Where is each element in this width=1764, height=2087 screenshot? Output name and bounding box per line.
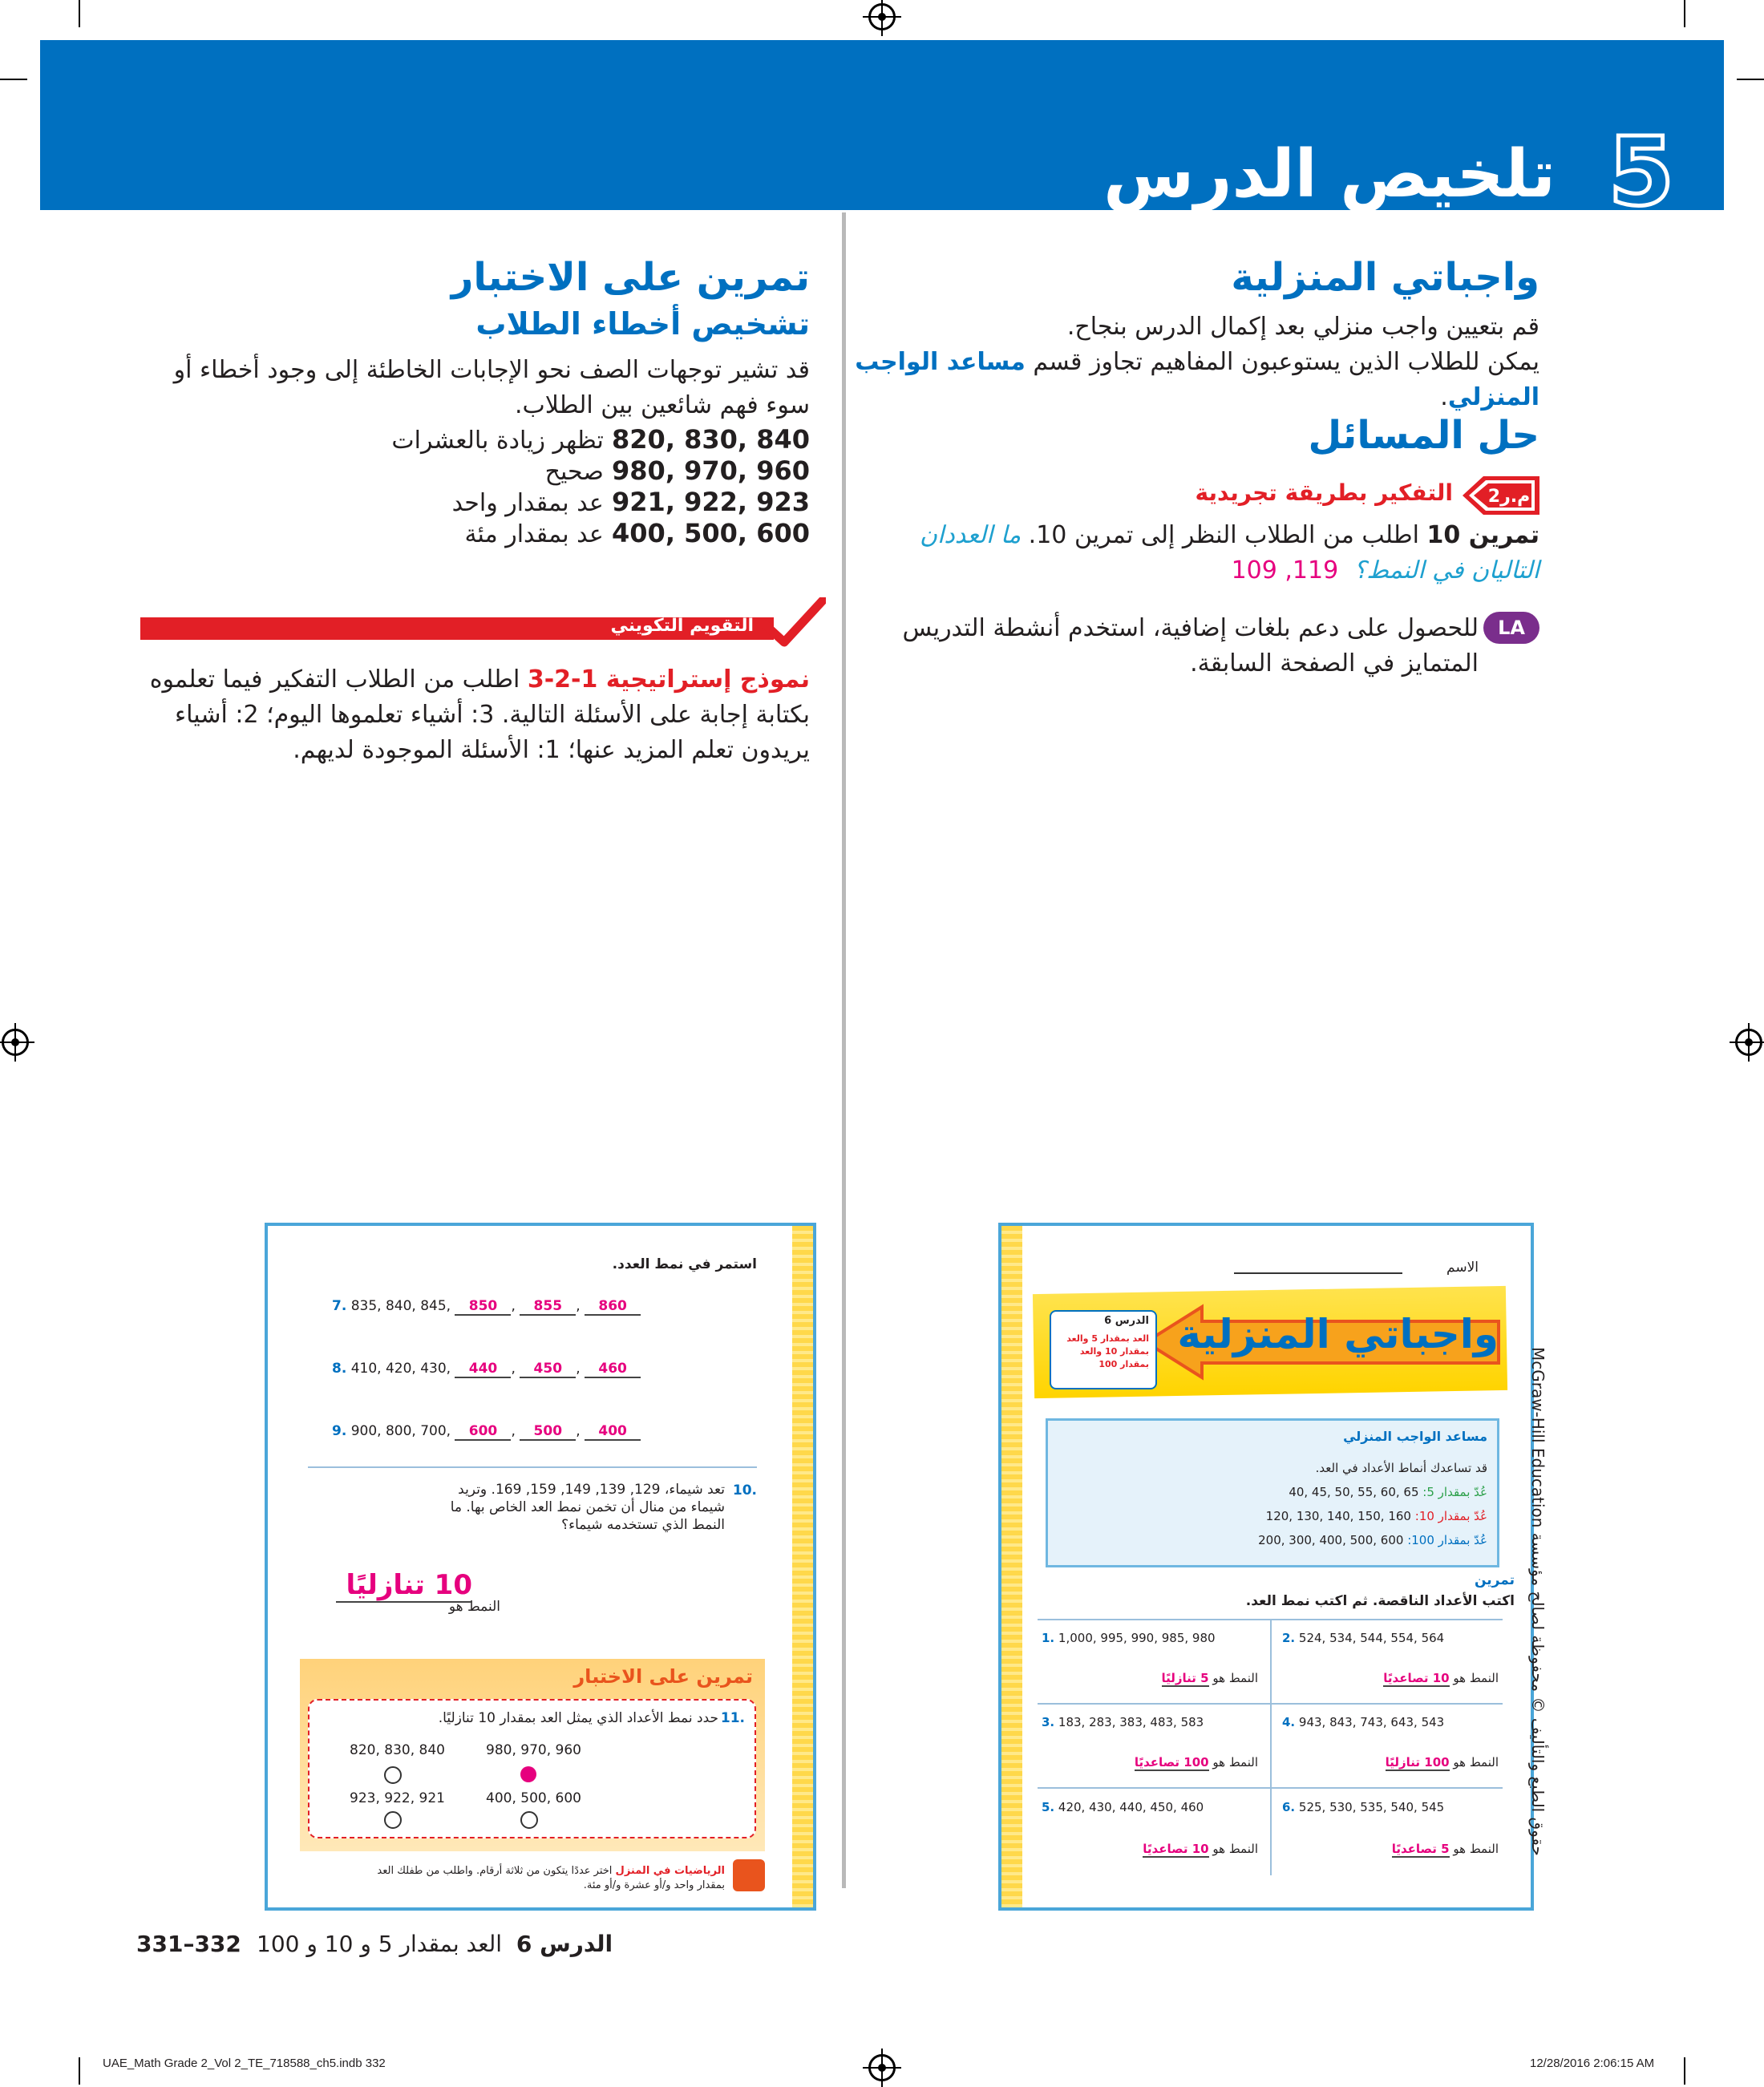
item-pattern-answer: 100 تنازليًا bbox=[1385, 1755, 1450, 1770]
homework-line-2-text: يمكن للطلاب الذين يستوعبون المفاهيم تجاوز قسم bbox=[1025, 348, 1539, 376]
q10-answer: 10 تنازليًا bbox=[336, 1569, 472, 1603]
row-given: 900, 800, 700, bbox=[350, 1423, 451, 1439]
copyright-vertical: حقوق الطبع والتأليف © محفوظة لصالح مؤسسة McGraw-Hill Education bbox=[1528, 1347, 1548, 1856]
exercise-10-note bbox=[850, 518, 1539, 588]
pattern-label: النمط هو bbox=[1453, 1755, 1499, 1770]
test-practice-subheading: تشخيص أخطاء الطلاب bbox=[475, 306, 810, 342]
item-number: 2. bbox=[1282, 1631, 1296, 1645]
pattern-row-9: 9. 900, 800, 700, 600 , 500 , 400 bbox=[332, 1423, 641, 1441]
answer: 440 bbox=[455, 1361, 511, 1378]
crop-mark bbox=[1737, 79, 1764, 80]
pattern-row-8: 8. 410, 420, 430, 440 , 450 , 460 bbox=[332, 1361, 641, 1378]
item-number: 1. bbox=[1042, 1631, 1055, 1645]
mp-badge-text: م.ر2 bbox=[1487, 487, 1531, 507]
option-d: 400, 500, 600 bbox=[486, 1790, 581, 1806]
mathematical-practice-arrow-icon bbox=[1463, 476, 1539, 515]
grid-line bbox=[1270, 1619, 1272, 1875]
lesson-banner bbox=[40, 40, 1724, 227]
row-given: 410, 420, 430, bbox=[350, 1361, 451, 1377]
problem-solving-heading: حل المسائل bbox=[1308, 413, 1539, 458]
registration-mark-icon bbox=[1735, 1029, 1762, 1056]
distractor-nums: 980, 970, 960 bbox=[612, 455, 810, 486]
exercise-10-label: تمرين 10 bbox=[1426, 521, 1539, 549]
row-number: 8. bbox=[332, 1361, 347, 1377]
helper-row-nums: 40, 45, 50, 55, 60, 65 bbox=[1289, 1485, 1419, 1499]
helper-row-label: عُدّ بمقدار 5: bbox=[1422, 1485, 1487, 1499]
item-sequence: 420, 430, 440, 450, 460 bbox=[1058, 1800, 1204, 1814]
q11-number: 11. bbox=[720, 1710, 745, 1726]
option-b: 980, 970, 960 bbox=[486, 1742, 581, 1758]
item-number: 5. bbox=[1042, 1800, 1055, 1814]
pattern-label: النمط هو bbox=[448, 1599, 500, 1615]
continue-pattern-header: استمر في نمط العدد. bbox=[612, 1256, 757, 1272]
helper-row bbox=[1266, 1509, 1487, 1523]
item-sequence: 943, 843, 743, 643, 543 bbox=[1298, 1715, 1445, 1729]
row-given: 835, 840, 845, bbox=[350, 1298, 451, 1314]
lesson-box bbox=[1050, 1310, 1157, 1389]
practice-item-2 bbox=[1282, 1631, 1444, 1645]
option-c-bubble[interactable] bbox=[384, 1811, 402, 1829]
crop-mark bbox=[79, 0, 80, 27]
math-at-home-text: اختر عددًا يتكون من ثلاثة أرقام. واطلب من طفلك العد بمقدار واحد و/أو عشرة و/أو مئة. bbox=[377, 1865, 725, 1891]
distractor-desc: عد بمقدار مئة bbox=[464, 520, 604, 548]
mp-tag: التفكير بطريقة تجريدية bbox=[1195, 479, 1453, 506]
grid-line bbox=[1038, 1703, 1503, 1705]
file-slug: UAE_Math Grade 2_Vol 2_TE_718588_ch5.indb 332 bbox=[103, 2057, 386, 2070]
item-pattern-answer: 5 تنازليًا bbox=[1161, 1671, 1209, 1685]
option-b-bubble-filled[interactable] bbox=[520, 1766, 536, 1782]
answer: 860 bbox=[585, 1298, 641, 1316]
footer-lesson-title: العد بمقدار 5 و 10 و 100 bbox=[257, 1931, 503, 1957]
student-page-thumbnail-left bbox=[265, 1223, 816, 1911]
pattern-row-7: 7. 835, 840, 845, 850 , 855 , 860 bbox=[332, 1298, 641, 1316]
house-owl-icon bbox=[733, 1859, 765, 1891]
helper-intro: قد تساعدك أنماط الأعداد في العد. bbox=[1315, 1461, 1487, 1475]
crop-mark bbox=[0, 79, 27, 80]
test-practice-box bbox=[300, 1659, 765, 1851]
q10-number: 10. bbox=[732, 1482, 757, 1499]
distractor-desc: تظهر زيادة بالعشرات bbox=[391, 427, 604, 455]
formative-body: اطلب من الطلاب التفكير فيما تعلموه بكتابة إجابة على الأسئلة التالية. 3: أشياء تعلموها اليوم؛ 2: أشياء يريدون تعلم المزيد عنها؛ 1: الأسئلة الموجودة لديهم. bbox=[149, 665, 810, 764]
separator bbox=[308, 1466, 757, 1468]
answer: 460 bbox=[585, 1361, 641, 1378]
registration-mark-icon bbox=[868, 2054, 896, 2081]
footer-page-range: 331–332 bbox=[136, 1931, 241, 1957]
distractor-nums: 921, 922, 923 bbox=[612, 487, 810, 517]
answer: 600 bbox=[455, 1423, 511, 1441]
item-1-pattern bbox=[1162, 1671, 1258, 1685]
decorative-stripe bbox=[792, 1226, 813, 1907]
item-6-pattern bbox=[1392, 1842, 1499, 1856]
q10-text: تعد شيماء، 129, 139, 149, 159, 169. وتريد شيماء من منال أن تخمن نمط العد الخاص بها. ما النمط الذي تستخدمه شيماء؟ bbox=[450, 1482, 725, 1533]
la-text: للحصول على دعم بلغات إضافية، استخدم أنشطة التدريس المتمايز في الصفحة السابقة. bbox=[902, 614, 1479, 677]
item-number: 6. bbox=[1282, 1800, 1296, 1814]
answer: 850 bbox=[455, 1298, 511, 1316]
item-pattern-answer: 5 تصاعديًا bbox=[1391, 1842, 1450, 1856]
homework-line-2 bbox=[850, 345, 1539, 415]
distractor-desc: عد بمقدار واحد bbox=[451, 489, 604, 517]
helper-row-label: عُدّ بمقدار 10: bbox=[1414, 1509, 1487, 1523]
answer: 400 bbox=[585, 1423, 641, 1441]
name-line[interactable] bbox=[1234, 1272, 1402, 1274]
homework-line-2-end: . bbox=[1440, 383, 1448, 411]
formative-text bbox=[144, 662, 810, 768]
item-4-pattern bbox=[1386, 1755, 1499, 1770]
decorative-stripe bbox=[1001, 1226, 1022, 1907]
item-number: 3. bbox=[1042, 1715, 1055, 1729]
helper-row bbox=[1289, 1485, 1487, 1499]
banner-number: 5 bbox=[1608, 116, 1674, 227]
row-number: 9. bbox=[332, 1423, 347, 1439]
option-d-bubble[interactable] bbox=[520, 1811, 538, 1829]
distractor-row bbox=[329, 486, 810, 517]
test-question-card bbox=[308, 1699, 756, 1838]
name-label: الاسم bbox=[1446, 1260, 1479, 1276]
exercise-10-text: اطلب من الطلاب النظر إلى تمرين 10. bbox=[1021, 521, 1427, 549]
pattern-label: النمط هو bbox=[1453, 1671, 1499, 1685]
test-practice-intro: قد تشير توجهات الصف نحو الإجابات الخاطئة إلى وجود أخطاء أو سوء فهم شائعين بين الطلاب. bbox=[173, 356, 810, 419]
helper-title: مساعد الواجب المنزلي bbox=[1343, 1429, 1487, 1444]
item-pattern-answer: 10 تصاعديًا bbox=[1383, 1671, 1450, 1685]
formative-title: نموذج إستراتيجية 1-2-3 bbox=[527, 665, 810, 694]
practice-instructions: اكتب الأعداد الناقصة. ثم اكتب نمط العد. bbox=[1245, 1593, 1515, 1609]
answer: 855 bbox=[520, 1298, 576, 1316]
homework-heading: واجباتي المنزلية bbox=[1231, 255, 1539, 300]
crop-mark bbox=[79, 2057, 80, 2085]
distractor-nums: 400, 500, 600 bbox=[612, 518, 810, 548]
option-a-bubble[interactable] bbox=[384, 1766, 402, 1784]
grid-line bbox=[1038, 1787, 1503, 1789]
crop-mark bbox=[1684, 0, 1685, 27]
item-3-pattern bbox=[1135, 1755, 1258, 1770]
option-a: 820, 830, 840 bbox=[350, 1742, 445, 1758]
item-sequence: 525, 530, 535, 540, 545 bbox=[1298, 1800, 1445, 1814]
helper-row bbox=[1258, 1533, 1487, 1547]
thumb-title: واجباتي المنزلية bbox=[1177, 1311, 1499, 1357]
pattern-label: النمط هو bbox=[1212, 1842, 1258, 1856]
homework-helper-box bbox=[1046, 1418, 1499, 1567]
distractor-row bbox=[329, 423, 810, 455]
la-badge: LA bbox=[1483, 612, 1539, 644]
distractor-row bbox=[329, 455, 810, 486]
exercise-10-answer: 119, 109 bbox=[1231, 556, 1339, 584]
answer: 450 bbox=[520, 1361, 576, 1378]
lesson-box-sub: العد بمقدار 5 والعد بمقدار 10 والعد بمقدار 100 bbox=[1066, 1333, 1149, 1369]
answer: 500 bbox=[520, 1423, 576, 1441]
item-pattern-answer: 10 تصاعديًا bbox=[1143, 1842, 1209, 1856]
formative-label: التقويم التكويني bbox=[610, 616, 754, 636]
pattern-label: النمط هو bbox=[1453, 1842, 1499, 1856]
lesson-box-title: الدرس 6 bbox=[1104, 1315, 1149, 1327]
distractor-table bbox=[329, 423, 810, 548]
crop-mark bbox=[1684, 2057, 1685, 2085]
student-page-thumbnail-right bbox=[998, 1223, 1534, 1911]
date-slug: 12/28/2016 2:06:15 AM bbox=[1530, 2057, 1655, 2070]
test-practice-heading: تمرين على الاختبار bbox=[451, 255, 810, 300]
thumb-test-heading: تمرين على الاختبار bbox=[573, 1665, 753, 1688]
q11-text: حدد نمط الأعداد الذي يمثل العد بمقدار 10 تنازليًا. bbox=[438, 1710, 718, 1726]
practice-item-3 bbox=[1042, 1715, 1204, 1729]
homework-line-1: قم بتعيين واجب منزلي بعد إكمال الدرس بنجاح. bbox=[1066, 313, 1539, 341]
pattern-label: النمط هو bbox=[1212, 1671, 1258, 1685]
math-at-home-label: الرياضيات في المنزل bbox=[615, 1865, 725, 1877]
registration-mark-icon bbox=[868, 3, 896, 30]
practice-item-6 bbox=[1282, 1800, 1444, 1814]
homework-text bbox=[850, 309, 1539, 415]
footer-lesson-label: الدرس 6 bbox=[516, 1931, 613, 1957]
pattern-label: النمط هو bbox=[1212, 1755, 1258, 1770]
practice-item-4 bbox=[1282, 1715, 1444, 1729]
homework-helper-ref: مساعد الواجب المنزلي bbox=[855, 348, 1539, 411]
distractor-nums: 820, 830, 840 bbox=[612, 424, 810, 455]
practice-title: تمرين bbox=[1474, 1572, 1515, 1588]
practice-item-1 bbox=[1042, 1631, 1216, 1645]
item-sequence: 524, 534, 544, 554, 564 bbox=[1298, 1631, 1445, 1645]
checkmark-icon bbox=[762, 597, 826, 647]
helper-row-nums: 200, 300, 400, 500, 600 bbox=[1258, 1533, 1404, 1547]
row-number: 7. bbox=[332, 1298, 347, 1314]
column-divider bbox=[842, 212, 846, 1888]
banner-title: تلخيص الدرس bbox=[1103, 136, 1556, 212]
item-number: 4. bbox=[1282, 1715, 1296, 1729]
math-at-home bbox=[356, 1864, 725, 1893]
option-c: 923, 922, 921 bbox=[350, 1790, 445, 1806]
item-sequence: 183, 283, 383, 483, 583 bbox=[1058, 1715, 1204, 1729]
helper-row-label: عُدّ بمقدار 100: bbox=[1407, 1533, 1487, 1547]
distractor-desc: صحيح bbox=[544, 458, 604, 486]
practice-item-5 bbox=[1042, 1800, 1204, 1814]
registration-mark-icon bbox=[2, 1029, 29, 1056]
item-5-pattern bbox=[1143, 1842, 1258, 1856]
item-sequence: 1,000, 995, 990, 985, 980 bbox=[1058, 1631, 1216, 1645]
helper-row-nums: 120, 130, 140, 150, 160 bbox=[1265, 1509, 1411, 1523]
item-pattern-answer: 100 تصاعديًا bbox=[1134, 1755, 1209, 1770]
exercise-10-question: ما العددان التاليان في النمط؟ bbox=[919, 521, 1539, 584]
distractor-row bbox=[329, 517, 810, 548]
item-2-pattern bbox=[1383, 1671, 1499, 1685]
footer-lesson bbox=[257, 1931, 613, 1957]
